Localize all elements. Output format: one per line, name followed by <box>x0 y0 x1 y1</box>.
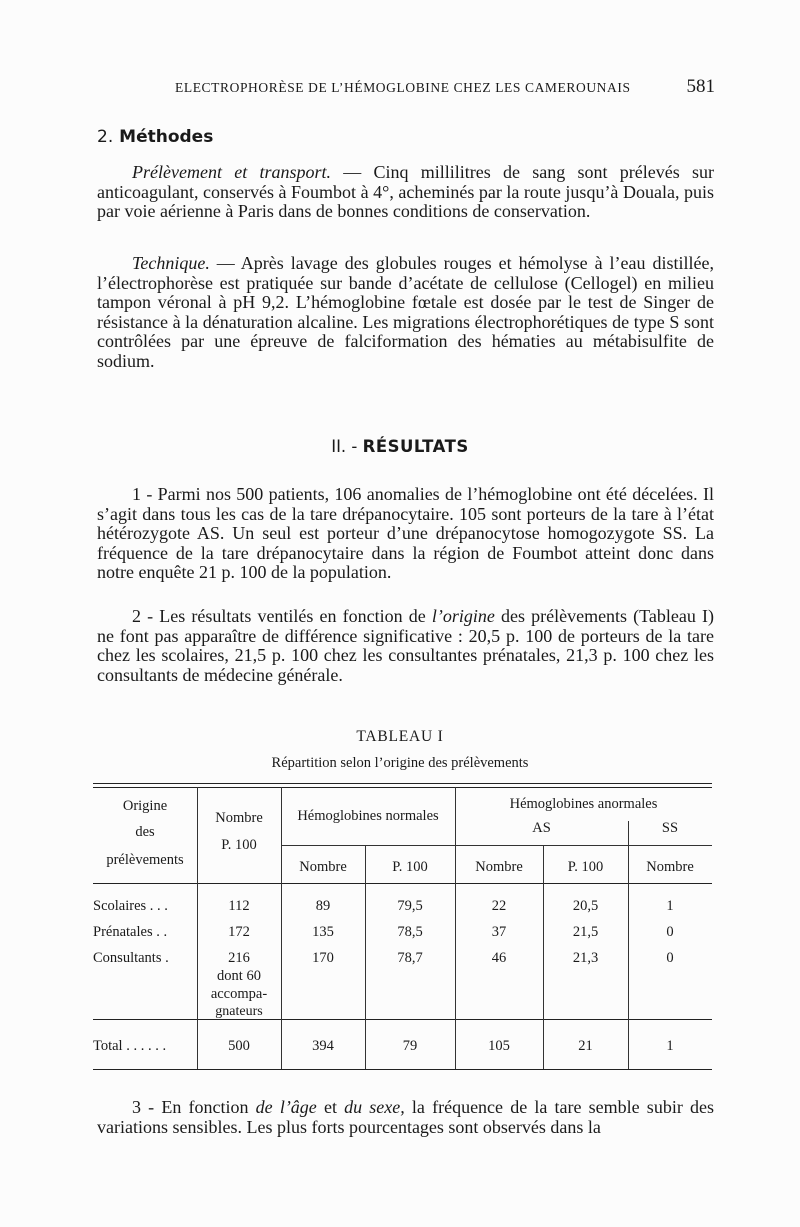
running-head-title: ELECTROPHORÈSE DE L’HÉMOGLOBINE CHEZ LES CAMEROUNAIS <box>175 80 631 95</box>
table-header-rule <box>93 883 712 884</box>
part-number: II. - <box>331 437 358 456</box>
running-head <box>175 76 715 97</box>
prelevement-label: Prélèvement et transport. <box>132 162 331 182</box>
cell-as-nombre: 37 <box>491 924 507 940</box>
result-2-text-a: 2 - Les résultats ventilés en fonction de <box>132 606 432 626</box>
header-normales-nombre: Nombre <box>299 859 347 875</box>
result-3-text-b: et <box>316 1097 345 1117</box>
header-as-p100: P. 100 <box>567 859 604 875</box>
result-3-text-a: 3 - En fonction <box>132 1097 256 1117</box>
paragraph-result-3 <box>97 1098 714 1137</box>
cell-nombre: 216 <box>228 950 250 966</box>
header-origine: Origine <box>122 798 168 814</box>
header-des: des <box>135 824 155 840</box>
paragraph-result-2 <box>97 607 714 685</box>
header-normales: Hémoglobines normales <box>297 808 439 824</box>
cell-norm-nombre: 135 <box>312 924 334 940</box>
paragraph-result-1: 1 - Parmi nos 500 patients, 106 anomalies de l’hémoglobine ont été décelées. Il s’agit dans tous les cas de la tare drépanocytaire. 105 sont porteurs de la tare à l’état hétérozygote AS. Un seul est porteur d’une drépanocytose homogozygote SS. La fréquence de la tare drépanocytaire dans la région de Foumbot atteint donc dans notre enquête 21 p. 100 de la population. <box>97 484 714 583</box>
cell-ss-nombre: 0 <box>666 950 674 966</box>
table-top-rule-2 <box>93 787 712 788</box>
table-origine <box>93 783 712 1073</box>
result-3-emphasis-age: de l’âge <box>255 1097 317 1117</box>
section-title: Méthodes <box>119 127 214 147</box>
cell-as-nombre: 46 <box>491 950 507 966</box>
section-number: 2. <box>97 127 114 147</box>
cell-norm-p100: 78,7 <box>397 950 423 966</box>
result-2-emphasis: l’origine <box>431 606 495 626</box>
cell-as-p100: 20,5 <box>572 898 599 914</box>
total-as-p100: 21 <box>578 1038 593 1054</box>
total-label: Total . . . . . . <box>93 1038 167 1054</box>
cell-nombre: 112 <box>228 898 250 914</box>
table-normales-sub-rule <box>281 845 456 846</box>
header-p100: P. 100 <box>221 837 257 853</box>
total-ss-nombre: 1 <box>666 1038 674 1054</box>
header-as-nombre: Nombre <box>475 859 523 875</box>
table-title: TABLEAU I <box>356 728 444 745</box>
header-ss: SS <box>661 820 679 836</box>
cell-as-nombre: 22 <box>491 898 507 914</box>
total-nombre: 500 <box>228 1038 250 1054</box>
result-3-text-c: la fréquence de la tare semble subir des variations sensibles. Les plus forts pourcentages sont observés dans la <box>97 1097 714 1137</box>
cell-nombre-note: dont 60 <box>217 968 261 984</box>
header-nombre: Nombre <box>215 810 263 826</box>
cell-norm-nombre: 89 <box>315 898 331 914</box>
cell-as-p100: 21,3 <box>572 950 599 966</box>
part-title: RÉSULTATS <box>362 437 469 456</box>
cell-nombre-note: gnateurs <box>215 1004 263 1019</box>
table-total-rule <box>93 1019 712 1020</box>
header-prelevements: prélèvements <box>106 852 184 868</box>
result-3-emphasis-sexe: du sexe, <box>344 1097 405 1117</box>
cell-norm-p100: 79,5 <box>397 898 423 914</box>
technique-label: Technique. <box>132 253 210 273</box>
cell-ss-nombre: 1 <box>666 898 674 914</box>
paragraph-technique <box>97 254 714 372</box>
cell-nombre-note: accompa- <box>210 986 268 1002</box>
cell-norm-p100: 78,5 <box>397 924 423 940</box>
result-2-text-b: des prélèvements (Tableau I) ne font pas apparaître de différence significative : 20,5 p. 100 de porteurs de la tare chez les scolaires, 21,5 p. 100 chez les consultantes prénatales, 21,3 p. 100 chez les consultants de médecine générale. <box>97 606 714 685</box>
cell-as-p100: 21,5 <box>572 924 599 940</box>
total-norm-p100: 79 <box>402 1038 418 1054</box>
part-heading <box>0 437 800 456</box>
cell-ss-nombre: 0 <box>666 924 674 940</box>
header-as: AS <box>532 820 551 836</box>
table-top-rule <box>93 783 712 784</box>
table-subtitle: Répartition selon l’origine des prélèvements <box>271 755 529 771</box>
prelevement-text: — Cinq millilitres de sang sont prélevés sur anticoagulant, conservés à Foumbot à 4°, acheminés par la route jusqu’à Douala, puis par voie aérienne à Paris dans de bonnes conditions de conservation. <box>97 162 714 222</box>
page-number: 581 <box>686 76 715 97</box>
cell-nombre: 172 <box>228 924 250 940</box>
table-anormales-sub-rule <box>455 845 712 846</box>
header-normales-p100: P. 100 <box>392 859 428 875</box>
row-label: Consultants . <box>93 950 169 966</box>
total-as-nombre: 105 <box>488 1038 510 1054</box>
row-label: Prénatales . . <box>93 924 168 940</box>
header-anormales: Hémoglobines anormales <box>509 796 658 812</box>
header-ss-nombre: Nombre <box>646 859 694 875</box>
row-label: Scolaires . . . <box>93 898 168 914</box>
cell-norm-nombre: 170 <box>312 950 334 966</box>
technique-text: — Après lavage des globules rouges et hémolyse à l’eau distillée, l’électrophorèse est pratiquée sur bande d’acétate de cellulose (Cellogel) en milieu tampon véronal à pH 9,2. L’hémoglobine fœtale est dosée par le test de Singer de résistance à la dénaturation alcaline. Les migrations électrophorétiques de type S sont contrôlées par une épreuve de falciformation des hématies au métabisulfite de sodium. <box>97 253 714 371</box>
total-norm-nombre: 394 <box>312 1038 334 1054</box>
table-bottom-rule <box>93 1069 712 1070</box>
paragraph-prelevement <box>97 163 714 222</box>
section-heading <box>97 127 213 147</box>
